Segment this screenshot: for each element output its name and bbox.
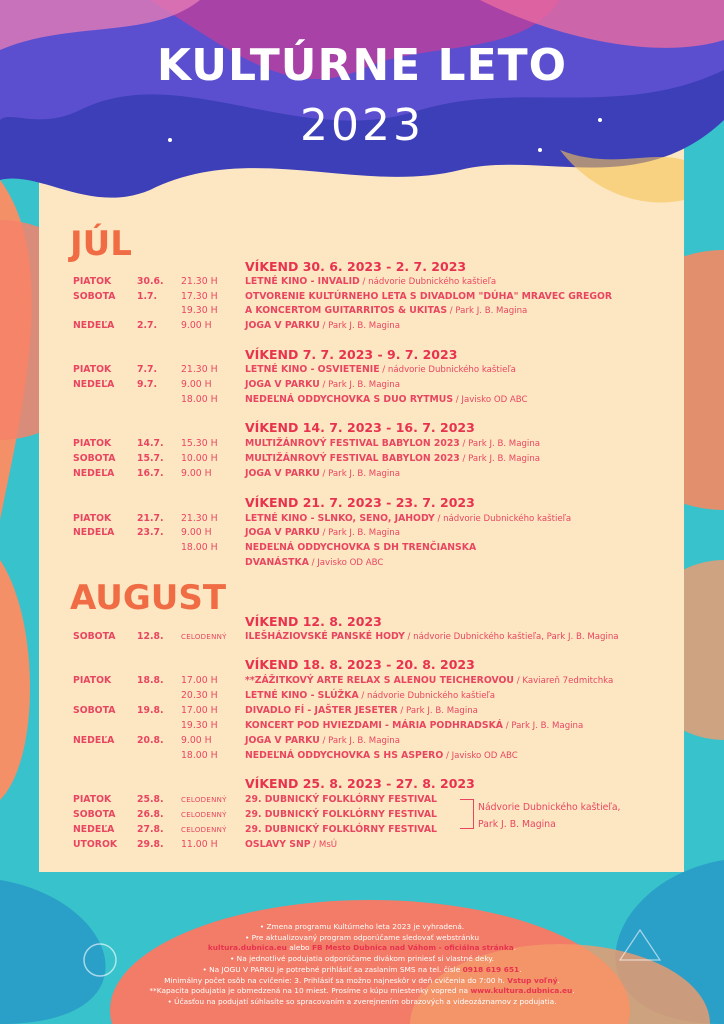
footer-notes: • Zmena programu Kultúrneho leta 2023 je vyhradená. • Pre aktualizovaný program odporúčame sledovať webstránku kultura.dubnica.eu alebo FB Mesto Dubnica nad Váhom - oficiálna stránka. • Na jednotlivé podujatia odporúčame divákom priniesť si vlastné deky. • Na JOGU V PARKU je potrebné prihlásiť sa zaslaním SMS na tel. čísle 0918 619 651. Minimálny počet osôb na cvičenie: 3. Prihlásiť sa možno najneskôr v deň cvičenia do 7:00 h. Vstup voľný. **Kapacita podujatia je obmedzená na 10 miest. Prosíme o kúpu miestenky vopred na www.kultura.dubnica.eu. • Účasťou na podujatí súhlasíte so spracovaním a zverejnením obrazových a videozáznamov z podujatia. (149, 922, 575, 1006)
table-row: 18.00 H NEDEĽNÁ ODDYCHOVKA S DH TRENČIANSKA (181, 542, 477, 553)
table-row: UTOROK 29.8. 11.00 H OSLAVY SNP / MsÚ (73, 839, 338, 850)
table-row: PIATOK 25.8. CELODENNÝ 29. DUBNICKÝ FOLKLÓRNY FESTIVAL (73, 794, 437, 805)
table-row: NEDEĽA 16.7. 9.00 H JOGA V PARKU / Park J. B. Magina (73, 468, 401, 479)
month-august: AUGUST (70, 578, 227, 618)
table-row: 20.30 H LETNÉ KINO - SLÚŽKA / nádvorie Dubnického kaštieľa (181, 690, 496, 701)
table-row: NEDEĽA 27.8. CELODENNÝ 29. DUBNICKÝ FOLKLÓRNY FESTIVAL (73, 824, 437, 835)
table-row: PIATOK 7.7. 21.30 H LETNÉ KINO - OSVIETENIE / nádvorie Dubnického kaštieľa (73, 364, 516, 375)
table-row: NEDEĽA 2.7. 9.00 H JOGA V PARKU / Park J. B. Magina (73, 320, 401, 331)
table-row: PIATOK 21.7. 21.30 H LETNÉ KINO - SLNKO, SENO, JAHODY / nádvorie Dubnického kaštieľa (73, 513, 572, 524)
table-row: 18.00 H NEDEĽNÁ ODDYCHOVKA S HS ASPERO / Javisko OD ABC (181, 750, 518, 761)
table-row: SOBOTA 15.7. 10.00 H MULTIŽÁNROVÝ FESTIVAL BABYLON 2023 / Park J. B. Magina (73, 453, 541, 464)
month-jul: JÚL (70, 224, 132, 264)
weekend-heading: VÍKEND 7. 7. 2023 - 9. 7. 2023 (245, 347, 458, 362)
table-row: NEDEĽA 23.7. 9.00 H JOGA V PARKU / Park J. B. Magina (73, 527, 401, 538)
page-year: 2023 (300, 100, 424, 151)
weekend-heading: VÍKEND 25. 8. 2023 - 27. 8. 2023 (245, 776, 475, 791)
table-row: SOBOTA 1.7. 17.30 H OTVORENIE KULTÚRNEHO LETA S DIVADLOM "DÚHA" MRAVEC GREGOR (73, 291, 613, 302)
table-row: DVANÁSTKA / Javisko OD ABC (245, 557, 384, 568)
table-row: PIATOK 18.8. 17.00 H **ZÁŽITKOVÝ ARTE RELAX S ALENOU TEICHEROVOU / Kaviareň 7edmitchka (73, 675, 614, 686)
table-row: 18.00 H NEDEĽNÁ ODDYCHOVKA S DUO RYTMUS / Javisko OD ABC (181, 394, 528, 405)
table-row: NEDEĽA 9.7. 9.00 H JOGA V PARKU / Park J. B. Magina (73, 379, 401, 390)
festival-bracket (460, 799, 474, 829)
table-row: 19.30 H KONCERT POD HVIEZDAMI - MÁRIA PODHRADSKÁ / Park J. B. Magina (181, 720, 584, 731)
table-row: 19.30 H A KONCERTOM GUITARRITOS & UKITAS / Park J. B. Magina (181, 305, 528, 316)
table-row: PIATOK 14.7. 15.30 H MULTIŽÁNROVÝ FESTIVAL BABYLON 2023 / Park J. B. Magina (73, 438, 541, 449)
table-row: PIATOK 30.6. 21.30 H LETNÉ KINO - INVALID / nádvorie Dubnického kaštieľa (73, 276, 497, 287)
table-row: NEDEĽA 20.8. 9.00 H JOGA V PARKU / Park J. B. Magina (73, 735, 401, 746)
table-row: SOBOTA 12.8. CELODENNÝ ILEŠHÁZIOVSKÉ PANSKÉ HODY / nádvorie Dubnického kaštieľa, Park J. B. Magina (73, 631, 619, 642)
festival-place: Nádvorie Dubnického kaštieľa, Park J. B. Magina (478, 802, 621, 830)
weekend-heading: VÍKEND 30. 6. 2023 - 2. 7. 2023 (245, 259, 467, 274)
weekend-heading: VÍKEND 21. 7. 2023 - 23. 7. 2023 (245, 495, 475, 510)
table-row: SOBOTA 19.8. 17.00 H DIVADLO FÍ - JAŠTER JESETER / Park J. B. Magina (73, 705, 478, 716)
weekend-heading: VÍKEND 18. 8. 2023 - 20. 8. 2023 (245, 657, 475, 672)
table-row: SOBOTA 26.8. CELODENNÝ 29. DUBNICKÝ FOLKLÓRNY FESTIVAL (73, 809, 437, 820)
weekend-heading: VÍKEND 12. 8. 2023 (245, 614, 382, 629)
weekend-heading: VÍKEND 14. 7. 2023 - 16. 7. 2023 (245, 420, 475, 435)
page-title: KULTÚRNE LETO (156, 40, 568, 91)
